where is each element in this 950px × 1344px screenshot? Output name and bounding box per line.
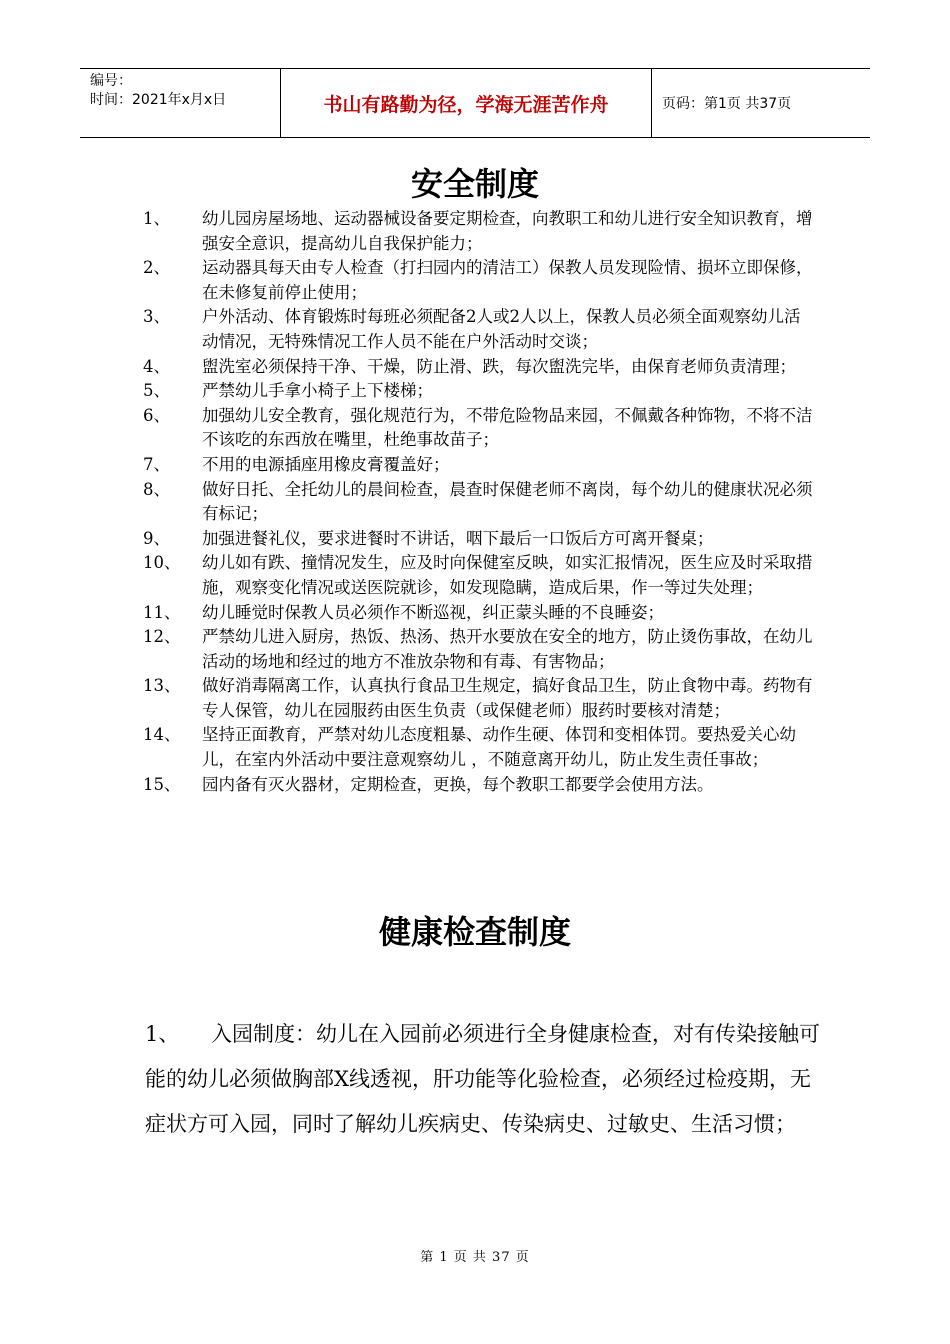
rule-item	[0, 404, 950, 453]
rule-number: 3、	[143, 307, 170, 327]
rule-text: 严禁幼儿手拿小椅子上下楼梯；	[202, 381, 433, 401]
rule-number: 10、	[143, 553, 181, 573]
rule-number: 6、	[143, 405, 170, 425]
date-label: 时间：2021年x月x日	[90, 92, 227, 108]
rule-text: 盥洗室必须保持干净、干燥，防止滑、跌，每次盥洗完毕，由保育老师负责清理；	[202, 356, 796, 376]
rule-number: 8、	[143, 479, 170, 499]
rule-number: 12、	[143, 627, 181, 647]
rule-text: 加强幼儿安全教育，强化规范行为，不带危险物品来园，不佩戴各种饰物，不将不洁不该吃的东西放在嘴里，杜绝事故苗子；	[202, 405, 813, 450]
rule-text: 幼儿园房屋场地、运动器械设备要定期检查，向教职工和幼儿进行安全知识教育，增强安全意识，提高幼儿自我保护能力；	[202, 209, 813, 253]
rule-text: 不用的电源插座用橡皮膏覆盖好；	[202, 454, 450, 474]
rule-item	[0, 355, 950, 380]
rule-item	[0, 207, 950, 256]
safety-rules-list	[0, 207, 950, 797]
rule-number: 11、	[143, 602, 181, 622]
rule-text: 园内备有灭火器材，定期检查，更换，每个教职工都要学会使用方法。	[202, 774, 714, 794]
rule-number: 13、	[143, 676, 181, 696]
rule-item	[0, 674, 950, 723]
rule-number: 5、	[143, 381, 170, 401]
rule-text: 做好消毒隔离工作，认真执行食品卫生规定，搞好食品卫生，防止食物中毒。药物有专人保管，幼儿在园服药由医生负责（或保健老师）服药时要核对清楚；	[202, 676, 813, 720]
rule-item	[0, 453, 950, 478]
page-header	[80, 68, 870, 138]
rule-number: 4、	[143, 356, 170, 376]
rule-number: 15、	[143, 774, 181, 794]
rule-text: 幼儿睡觉时保教人员必须作不断巡视，纠正蒙头睡的不良睡姿；	[202, 602, 664, 622]
rule-text: 幼儿如有跌、撞情况发生，应及时向保健室反映，如实汇报情况，医生应及时采取措施，观察变化情况或送医院就诊，如发现隐瞒，造成后果，作一等过失处理；	[202, 553, 813, 597]
rule-item	[0, 723, 950, 772]
header-motto: 书山有路勤为径，学海无涯苦作舟	[281, 69, 652, 137]
rule-item	[0, 601, 950, 626]
rule-item	[0, 625, 950, 674]
rule-text: 户外活动、体育锻炼时每班必须配备2人或2人以上，保教人员必须全面观察幼儿活动情况，无特殊情况工作人员不能在户外活动时交谈；	[202, 307, 801, 351]
paragraph-text: 入园制度：幼儿在入园前必须进行全身健康检查，对有传染接触可能的幼儿必须做胸部X线透视，肝功能等化验检查，必须经过检疫期，无症状方可入园，同时了解幼儿疾病史、传染病史、过敏史、生活习惯；	[145, 1022, 820, 1136]
rule-number: 9、	[143, 528, 170, 548]
rule-number: 2、	[143, 258, 170, 278]
rule-item	[0, 551, 950, 600]
rule-item	[0, 305, 950, 354]
header-page-info: 页码：第1页 共37页	[662, 96, 792, 112]
health-check-paragraph	[145, 1012, 825, 1147]
section-title-safety: 安全制度	[410, 165, 539, 203]
rule-text: 加强进餐礼仪，要求进餐时不讲话，咽下最后一口饭后方可离开餐桌；	[202, 528, 714, 548]
rule-number: 1、	[143, 209, 170, 228]
rule-text: 运动器具每天由专人检查（打扫园内的清洁工）保教人员发现险情、损坏立即保修，在未修复前停止使用；	[202, 258, 813, 302]
rule-item	[0, 527, 950, 552]
page-footer: 第 1 页 共 37 页	[420, 1250, 530, 1265]
paragraph-number: 1、	[145, 1022, 180, 1046]
rule-text: 严禁幼儿进入厨房，热饭、热汤、热开水要放在安全的地方，防止烫伤事故，在幼儿活动的场地和经过的地方不准放杂物和有毒、有害物品；	[202, 627, 813, 671]
header-meta	[80, 69, 281, 137]
rule-item	[0, 773, 950, 798]
rule-item	[0, 256, 950, 305]
rule-text: 做好日托、全托幼儿的晨间检查，晨查时保健老师不离岗，每个幼儿的健康状况必须有标记；	[202, 479, 813, 524]
rule-number: 7、	[143, 454, 170, 474]
rule-text: 坚持正面教育，严禁对幼儿态度粗暴、动作生硬、体罚和变相体罚。要热爱关心幼儿，在室内外活动中要注意观察幼儿 ，不随意离开幼儿，防止发生责任事故；	[202, 725, 796, 770]
number-label: 编号：	[90, 73, 132, 89]
section-title-health-check: 健康检查制度	[378, 913, 571, 951]
rule-item	[0, 379, 950, 404]
rule-item	[0, 478, 950, 527]
rule-number: 14、	[143, 725, 181, 745]
